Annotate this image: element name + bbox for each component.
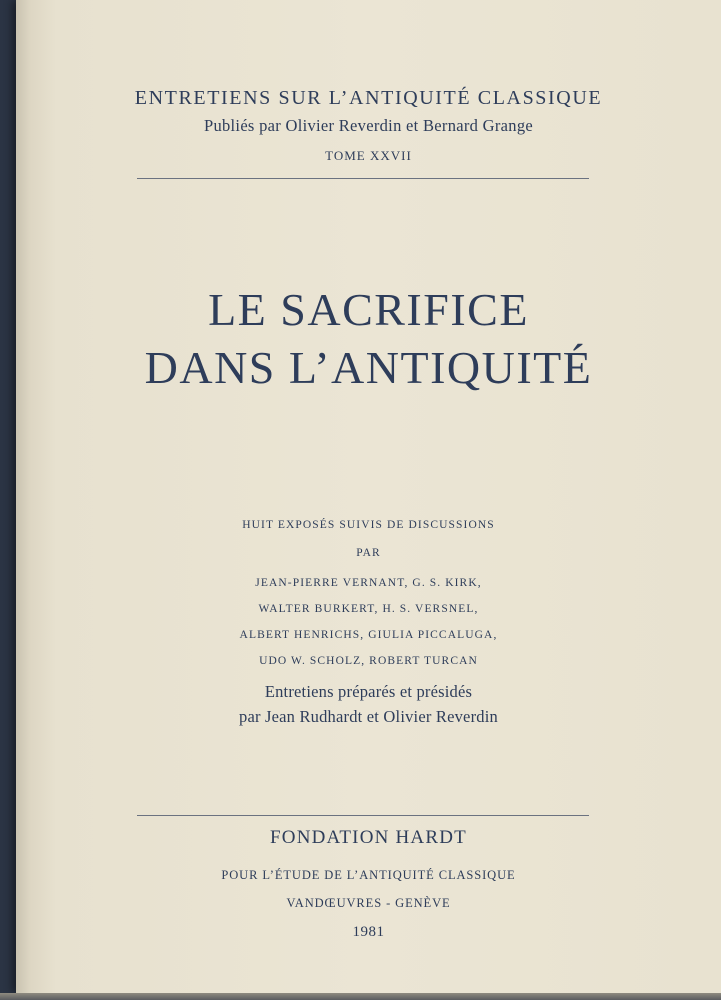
cover-bottom-edge — [0, 993, 721, 1000]
book-title-line1: LE SACRIFICE — [208, 284, 529, 335]
top-divider — [137, 178, 589, 179]
par-label: PAR — [356, 547, 381, 559]
author-line: WALTER BURKERT, H. S. VERSNEL, — [258, 603, 479, 615]
series-editors: Publiés par Olivier Reverdin et Bernard Grange — [203, 116, 534, 135]
book-title-line2: DANS L’ANTIQUITÉ — [144, 342, 593, 393]
bottom-divider — [137, 815, 589, 816]
series-title: ENTRETIENS SUR L’ANTIQUITÉ CLASSIQUE — [134, 87, 603, 109]
author-line: UDO W. SCHOLZ, ROBERT TURCAN — [259, 655, 478, 667]
prepared-by-line2: par Jean Rudhardt et Olivier Reverdin — [239, 707, 498, 726]
prepared-by-line1: Entretiens préparés et présidés — [264, 682, 473, 701]
author-line: JEAN-PIERRE VERNANT, G. S. KIRK, — [255, 577, 482, 589]
publisher-place: VANDŒUVRES - GENÈVE — [286, 896, 451, 910]
publication-year: 1981 — [352, 924, 385, 940]
publisher-name: FONDATION HARDT — [270, 827, 467, 848]
tome-number: TOME XXVII — [325, 148, 412, 163]
author-line: ALBERT HENRICHS, GIULIA PICCALUGA, — [239, 629, 498, 641]
publisher-subtitle: POUR L’ÉTUDE DE L’ANTIQUITÉ CLASSIQUE — [221, 868, 516, 882]
subtitle: HUIT EXPOSÉS SUIVIS DE DISCUSSIONS — [242, 519, 495, 531]
